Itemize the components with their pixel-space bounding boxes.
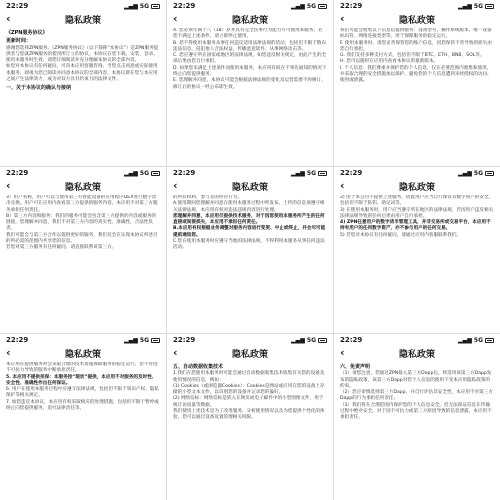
signal-icon: ▂▄▆ xyxy=(124,169,138,177)
policy-paragraph: 我们可能会收集以下信息以提供服务：设备型号、操作系统版本、唯一设备标识符、网络连接类型等，用于保障服务的稳定运行。 xyxy=(340,28,492,40)
network-type: 5G xyxy=(473,336,483,344)
signal-icon: ▂▄▆ xyxy=(458,169,472,177)
network-type: 5G xyxy=(306,169,316,177)
battery-icon xyxy=(318,338,327,343)
policy-content xyxy=(173,362,327,500)
policy-paragraph: (2) 网络信标：网络信标是嵌入在网页或电子邮件中的小型图像文件，用于统计访问量等数据。 xyxy=(173,396,324,408)
policy-paragraph: C.您在使用本服务时应遵守当地的法律法规，不得利用本服务从事任何违法活动。 xyxy=(173,239,325,251)
policy-content xyxy=(340,28,494,166)
battery-icon xyxy=(485,171,494,176)
signal-icon: ▂▄▆ xyxy=(291,169,305,177)
nav-bar xyxy=(167,179,333,193)
network-type: 5G xyxy=(139,2,149,10)
phone-screen xyxy=(0,334,166,500)
status-indicators xyxy=(291,3,327,10)
battery-icon xyxy=(151,338,160,343)
nav-bar xyxy=(0,12,166,26)
phone-screen xyxy=(334,167,500,333)
policy-paragraph: 4) ZPN任意用户的数字货币管理工具，并非交易所或交易平台，本应用不持有用户的任何数字资产，亦不参与用户的任何交易。 xyxy=(340,220,491,232)
network-type: 5G xyxy=(473,2,483,10)
phone-screen xyxy=(334,0,500,166)
page-title: 隐私政策 xyxy=(64,182,101,193)
back-arrow-icon[interactable]: ‹ xyxy=(173,179,178,192)
policy-paragraph: A. 您必须年满十八（18）岁并具有完全民事行为能力方可使用本服务。若您不满足上述条件，请立即停止使用。 xyxy=(173,28,323,40)
phone-screen xyxy=(0,167,166,333)
policy-paragraph: 7. 如您违反本协议，本应用有权采取相应的处理措施，包括但不限于暂停或终止向您提供服务、追究法律责任等。 xyxy=(6,399,159,412)
policy-paragraph: 5) 若您对本协议有任何疑问，请通过应用内客服联系我们。 xyxy=(340,232,462,238)
back-arrow-icon[interactable]: ‹ xyxy=(6,346,11,359)
status-time: 22:29 xyxy=(173,336,196,344)
network-type: 5G xyxy=(473,169,483,177)
page-title: 隐私政策 xyxy=(398,182,435,193)
policy-paragraph: (1) Cookies（或浏览器Cookies）：Cookies是网站或应用在您的设备上存储的小型文本文件，以识别您的设备并记录您的偏好。 xyxy=(173,383,325,396)
back-arrow-icon[interactable]: ‹ xyxy=(173,346,178,359)
battery-icon xyxy=(485,338,494,343)
page-title: 隐私政策 xyxy=(231,349,268,360)
status-indicators xyxy=(124,170,160,177)
policy-paragraph: H. 您可以随时在应用内查看本协议的最新版本。 xyxy=(340,59,439,65)
section-heading: 一、关于本协议的确认与接纳 xyxy=(6,85,72,92)
network-type: 5G xyxy=(306,2,316,10)
status-bar xyxy=(334,334,500,346)
status-bar xyxy=(167,334,333,346)
policy-paragraph: 我们可能会与第三方合作以提供更好的服务，我们仅会在实现本协议所述目的所必需的范围内共享您的信息。 xyxy=(6,232,158,245)
policy-paragraph: 如您对本协议有任何疑问，可向本应用客服咨询。当您点击同意或实际使用本服务，即视为您已阅读并同意本协议的全部内容，本协议即在您与本应用之间产生法律效力，成为对双方具有约束力的法律文件。 xyxy=(6,64,158,83)
status-time: 22:29 xyxy=(340,336,363,344)
section-heading: 《ZPN服务协议》 xyxy=(6,30,48,36)
status-indicators xyxy=(124,3,160,10)
status-bar xyxy=(167,167,333,179)
status-indicators xyxy=(458,337,494,344)
status-bar xyxy=(334,0,500,12)
policy-paragraph: E. 您理解并同意，本协议可能会根据法律法规的变化及运营需要不时修订，修订后的协议一经公布即生效。 xyxy=(173,78,326,90)
status-time: 22:29 xyxy=(6,2,29,10)
status-time: 22:29 xyxy=(173,2,196,10)
policy-paragraph: （1）请您注意，您通过ZPN接入第三方Dapp后，将适用该第三方Dapp发布的隐私政策，该第三方Dapp对您个人信息的使用不受本应用隐私政策的约束。 xyxy=(340,371,492,389)
status-bar xyxy=(167,0,333,12)
status-indicators xyxy=(458,170,494,177)
policy-paragraph: B. 您不得使用本服务从事任何违反适用法律法规的活动，包括但不限于散布违法信息、侵犯他人合法权益、传播恶意软件、从事网络攻击等。 xyxy=(173,40,327,52)
status-time: 22:29 xyxy=(173,169,196,177)
nav-bar xyxy=(334,346,500,360)
policy-paragraph: （3）我们将在合理范围内保护您的个人信息安全，但无法保证信息在传输过程中绝对安全，对于因不可抗力或第三方原因导致的信息泄露，本应用不承担责任。 xyxy=(340,402,492,421)
page-title: 隐私政策 xyxy=(398,15,435,26)
signal-icon: ▂▄▆ xyxy=(291,336,305,344)
status-bar xyxy=(0,334,166,346)
signal-icon: ▂▄▆ xyxy=(458,2,472,10)
policy-content xyxy=(6,28,160,166)
policy-paragraph: 感谢您选择ZPN服务。《ZPN服务协议》（以下简称“本协议”）是ZPN服务提供者与您就ZPN服务的使用所订立的协议。本协议在您下载、安装、登录、使用本服务时生效，请您仔细阅读并充分理解本协议的全部内容。 xyxy=(6,45,159,64)
back-arrow-icon[interactable]: ‹ xyxy=(340,346,345,359)
policy-paragraph: 5. 本应用不提供担保：本服务按“现状”提供，本应用不对服务的及时性、安全性、准确性作出任何保证。 xyxy=(6,374,157,386)
policy-paragraph: 的所有权利、参与者的所有行为。 xyxy=(173,195,242,200)
status-time: 22:29 xyxy=(340,169,363,177)
policy-content xyxy=(340,195,494,333)
policy-paragraph: 3) 在使用本服务时，用户应当遵守所在地区的法律法规，若因用户违反相关法律法规导致的任何后果由用户自行承担。 xyxy=(340,207,494,219)
signal-icon: ▂▄▆ xyxy=(124,2,138,10)
policy-content xyxy=(6,195,160,333)
policy-paragraph: 若您对第三方服务有任何疑问，请直接联系该第三方。 xyxy=(6,245,117,251)
status-time: 22:29 xyxy=(6,336,29,344)
back-arrow-icon[interactable]: ‹ xyxy=(340,179,345,192)
policy-paragraph: 我们使用上述技术是为了改进服务、分析使用情况以及为您提供个性化的体验，您可以通过设备设置管理相关权限。 xyxy=(173,409,325,421)
status-indicators xyxy=(291,170,327,177)
phone-screen xyxy=(167,334,333,500)
policy-paragraph: B.本应用有权根据业务调整对服务内容进行变更、中止或终止，并会尽可能提前通知您。 xyxy=(173,226,326,238)
policy-paragraph: C. 您应遵守所在国家或地区的法律法规，如您违反相关规定，由此产生的全部后果由您自行承担。 xyxy=(173,53,327,65)
back-arrow-icon[interactable]: ‹ xyxy=(340,12,345,25)
back-arrow-icon[interactable]: ‹ xyxy=(6,12,11,25)
battery-icon xyxy=(318,4,327,9)
policy-paragraph: A.使用期间您理解并同意在使用本服务过程中所发布、上传的信息须遵守相关法律法规，本应用有权对违法违规内容进行处理。 xyxy=(173,201,325,213)
policy-paragraph: 2) 由于本公司不提供上述服务，因此用户应当自行保管其数字资产的安全，包括但不限于私钥、助记词等。 xyxy=(340,195,494,207)
policy-paragraph: 您理解并同意，本应用仅提供技术服务，对于因您使用本服务所产生的任何直接或间接损失，本应用不承担任何责任。 xyxy=(173,213,325,226)
status-indicators xyxy=(458,3,494,10)
page-title: 隐私政策 xyxy=(231,182,268,193)
page-title: 隐私政策 xyxy=(231,15,268,26)
status-bar xyxy=(0,0,166,12)
network-type: 5G xyxy=(306,336,316,344)
status-time: 22:29 xyxy=(340,2,363,10)
back-arrow-icon[interactable]: ‹ xyxy=(6,179,11,192)
policy-content xyxy=(340,362,494,500)
battery-icon xyxy=(151,4,160,9)
phone-screen xyxy=(0,0,166,166)
phone-screen xyxy=(167,0,333,166)
policy-content xyxy=(173,195,327,333)
policy-paragraph: 1.我们在您使用本服务时可能会通过自动数据收集技术收集有关您的设备及使用情况的信息，例如： xyxy=(173,371,325,383)
battery-icon xyxy=(151,171,160,176)
network-type: 5G xyxy=(139,336,149,344)
policy-paragraph: B）第三方内容和服务：我们的服务可能会包含第三方提供的内容或服务的链接。您理解并同意，我们不对第三方内容的真实性、准确性、合法性负责。 xyxy=(6,213,157,232)
phone-screen xyxy=(334,334,500,500)
status-indicators xyxy=(124,337,160,344)
nav-bar xyxy=(0,346,166,360)
policy-content xyxy=(6,362,160,500)
status-time: 22:29 xyxy=(6,169,29,177)
signal-icon: ▂▄▆ xyxy=(124,336,138,344)
page-title: 隐私政策 xyxy=(64,15,101,26)
phone-screen xyxy=(167,167,333,333)
nav-bar xyxy=(334,12,500,26)
section-heading: 更新时间： xyxy=(6,38,32,45)
nav-bar xyxy=(334,179,500,193)
policy-paragraph: I. 个人信息：我们尊重并保护您的个人信息，仅在必要范围内收集和使用，并采取合理的安全措施加以保护，避免您的个人信息遭到未经授权的访问、使用或泄露。 xyxy=(340,65,492,84)
policy-content xyxy=(173,28,327,166)
nav-bar xyxy=(167,346,333,360)
nav-bar xyxy=(0,179,166,193)
section-heading: 五、自动数据收集技术 xyxy=(173,364,224,370)
policy-paragraph: （2）您应审慎选择第三方Dapp，并自行评估其安全性，本应用不对第三方Dapp的行为承担任何责任。 xyxy=(340,390,493,402)
policy-paragraph: 6. 用户在使用本服务过程中应遵守法律法规，包括但不限于知识产权、隐私保护等相关规定。 xyxy=(6,387,159,399)
status-bar xyxy=(0,167,166,179)
battery-icon xyxy=(485,4,494,9)
back-arrow-icon[interactable]: ‹ xyxy=(173,12,178,25)
status-indicators xyxy=(291,337,327,344)
section-heading: 六、免责声明 xyxy=(340,364,371,370)
status-bar xyxy=(334,167,500,179)
policy-paragraph: F. 使用本服务时，请您妥善保管您的账户信息，因您保管不善导致的损失由您自行承担。 xyxy=(340,40,492,52)
policy-paragraph: 3）用户名称，用户可以与使用第三方智能设备的应用程序DEX进行数字货币兑换。用户可在应用内查看第三方提供的服务内容，本应用不对第三方服务承担任何责任。 xyxy=(6,195,158,213)
page-title: 隐私政策 xyxy=(64,349,101,360)
policy-paragraph: D. 如果您未满足上述条件而使用本服务，本应用有权在不事先通知的情况下终止向您提供服务。 xyxy=(173,65,327,78)
nav-bar xyxy=(167,12,333,26)
signal-icon: ▂▄▆ xyxy=(458,336,472,344)
battery-icon xyxy=(318,171,327,176)
network-type: 5G xyxy=(139,169,149,177)
policy-paragraph: G. 我们支持多种支付方式，包括但不限于BTC、ETH、BNB、SOL等。 xyxy=(340,53,485,59)
signal-icon: ▂▄▆ xyxy=(291,2,305,10)
policy-paragraph: 本应用在提供服务时会采取合理的技术措施保障服务的稳定运行，但不对因不可抗力导致的服务中断承担责任。 xyxy=(6,362,158,374)
page-title: 隐私政策 xyxy=(398,349,435,360)
